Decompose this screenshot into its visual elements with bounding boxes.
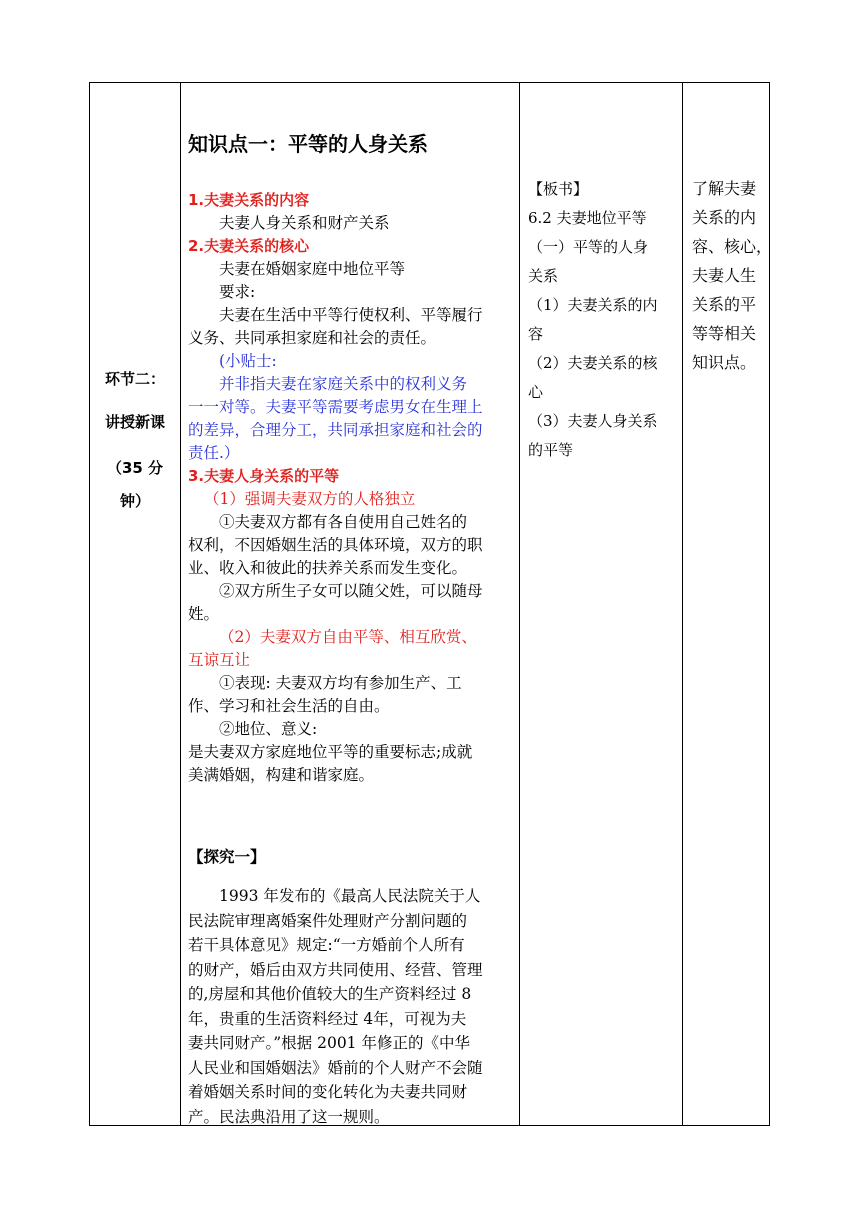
lesson-plan-table: [89, 82, 773, 1126]
probe-line: 妻共同财产。”根据 2001 年修正的《中华: [188, 1034, 470, 1052]
board-line: 【板书】: [528, 180, 589, 198]
stage-label: 环节二：: [104, 370, 165, 388]
board-line: （3）夫妻人身关系: [528, 412, 658, 430]
board-line: （一）平等的人身: [528, 238, 649, 256]
section-text: 姓。: [188, 605, 220, 623]
section-text: ②地位、意义:: [219, 720, 318, 738]
requirement-text: 夫妻在生活中平等行使权利、平等履行: [219, 306, 483, 324]
objective-notes: [692, 174, 772, 377]
probe-line: 着婚姻关系时间的变化转化为夫妻共同财: [188, 1083, 468, 1101]
probe-line: 人民业和国婚姻法》婚前的个人财产不会随: [188, 1058, 483, 1077]
probe-line: 产。民法典沿用了这一规则。: [188, 1107, 390, 1126]
subsection-title: （1）强调夫妻双方的人格独立: [204, 490, 416, 508]
section-text: 权利，不因婚姻生活的具体环境，双方的职: [188, 536, 483, 554]
probe-title: 【探究一】: [188, 848, 266, 866]
section-text: 作、学习和社会生活的自由。: [188, 697, 390, 715]
tip-text: 一一对等。夫妻平等需要考虑男女在生理上: [188, 398, 483, 416]
stage-title: 讲授新课: [104, 413, 165, 431]
objective-line: 等等相关: [692, 324, 757, 343]
section-text: 美满婚姻，构建和谐家庭。: [188, 766, 375, 784]
requirement-label: 要求:: [219, 283, 256, 301]
section-title: 2.夫妻关系的核心: [188, 237, 310, 255]
section-text: ①夫妻双方都有各自使用自己姓名的: [219, 513, 468, 531]
tip-text: 的差异，合理分工，共同承担家庭和社会的: [188, 421, 483, 439]
objective-line: 容、核心，: [692, 237, 773, 256]
section-text: 夫妻人身关系和财产关系: [219, 214, 390, 232]
section-text: 是夫妻双方家庭地位平等的重要标志;成就: [188, 743, 473, 761]
knowledge-body: [188, 189, 513, 787]
objective-line: 了解夫妻: [692, 179, 757, 198]
objective-line: 关系的平: [692, 295, 757, 314]
knowledge-heading: 知识点一：平等的人身关系: [188, 132, 428, 156]
board-line: （1）夫妻关系的内: [528, 296, 658, 314]
probe-paragraph: [188, 884, 513, 1129]
stage-column: [90, 83, 180, 1125]
section-text: ②双方所生子女可以随父姓，可以随母: [219, 582, 483, 600]
board-line: 关系: [528, 267, 559, 285]
board-line: 容: [528, 325, 544, 343]
tip-text: 并非指夫妻在家庭关系中的权利义务: [219, 375, 468, 393]
probe-line: 民法院审理离婚案件处理财产分割问题的: [188, 911, 468, 930]
board-line: （2）夫妻关系的核: [528, 354, 658, 372]
stage-time-line2: 钟）: [119, 492, 150, 510]
board-line: 的平等: [528, 441, 574, 459]
section-text: ①表现: 夫妻双方均有参加生产、工: [219, 674, 462, 692]
objective-column: [683, 83, 771, 1125]
objective-line: 夫妻人生: [692, 266, 757, 285]
objective-line: 关系的内: [692, 208, 757, 227]
probe-line: 年，贵重的生活资料经过 4年，可视为夫: [188, 1009, 467, 1028]
section-title: 3.夫妻人身关系的平等: [188, 467, 340, 485]
section-text: 业、收入和彼此的扶养关系而发生变化。: [188, 559, 468, 577]
probe-line: 若干具体意见》规定:“一方婚前个人所有: [188, 936, 465, 954]
section-title: 1.夫妻关系的内容: [188, 191, 310, 209]
requirement-text: 义务、共同承担家庭和社会的责任。: [188, 329, 437, 347]
probe-line: 的财产，婚后由双方共同使用、经营、管理: [188, 960, 483, 979]
section-text: 夫妻在婚姻家庭中地位平等: [219, 260, 406, 278]
probe-line: 1993 年发布的《最高人民法院关于人: [219, 887, 481, 905]
content-column: [180, 83, 519, 1125]
board-column: [519, 83, 683, 1125]
board-notes: [528, 175, 658, 465]
subsection-title: （2）夫妻双方自由平等、相互欣赏、: [219, 628, 477, 646]
tip-title: (小贴士:: [219, 352, 277, 370]
tip-text: 责任.）: [188, 444, 240, 462]
probe-line: 的,房屋和其他价值较大的生产资料经过 8: [188, 985, 472, 1003]
objective-line: 知识点。: [692, 353, 757, 372]
stage-time-line1: （35 分: [106, 459, 164, 477]
board-line: 心: [528, 383, 544, 401]
subsection-title: 互谅互让: [188, 651, 251, 669]
board-line: 6.2 夫妻地位平等: [528, 209, 647, 227]
